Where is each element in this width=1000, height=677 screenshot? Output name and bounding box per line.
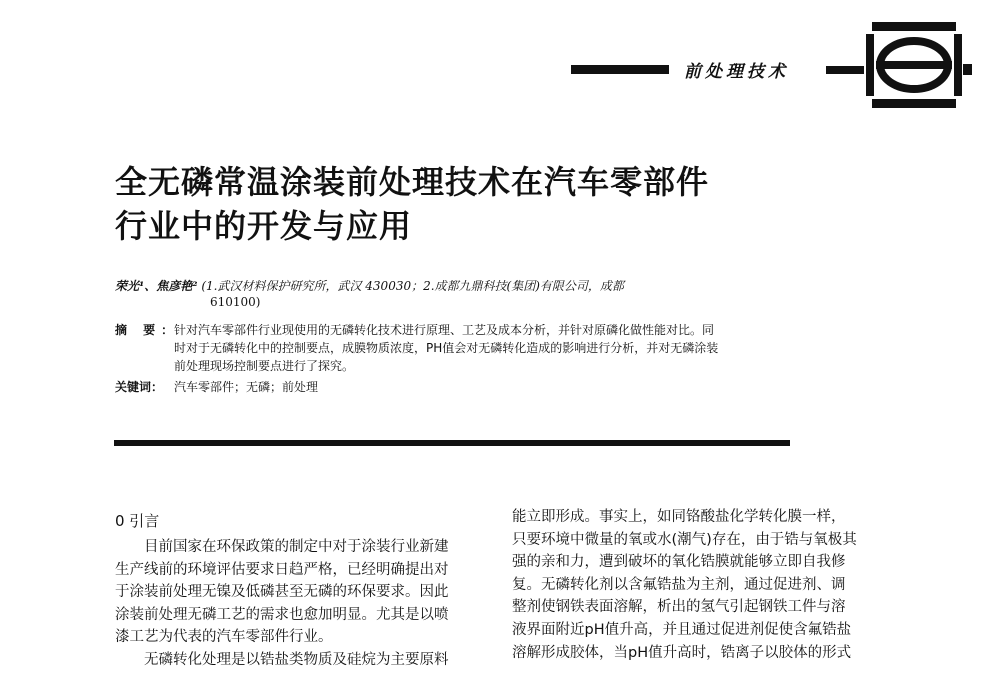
paragraph-line: 强的亲和力，遭到破坏的氧化锆膜就能够立即自我修 — [512, 554, 846, 571]
paragraph-line: 漆工艺为代表的汽车零部件行业。 — [115, 629, 333, 646]
abstract-label: 摘 要： — [115, 323, 180, 337]
paragraph-line: 能立即形成。事实上，如同铬酸盐化学转化膜一样， — [512, 509, 846, 525]
section-heading: 0 引言 — [115, 512, 160, 530]
paragraph-line: 无磷转化处理是以锆盐类物质及硅烷为主要原料 — [115, 651, 449, 668]
paragraph-line: 整剂使钢铁表面溶解，析出的氢气引起钢铁工件与溶 — [512, 599, 846, 616]
abstract-line: 针对汽车零部件行业现使用的无磷转化技术进行原理、工艺及成本分析，并针对原磷化做性能对比。同 — [174, 323, 715, 337]
paragraph-line: 生产线前的环境评估要求日趋严格，已经明确提出对 — [115, 561, 449, 578]
keywords-text: 汽车零部件；无磷；前处理 — [174, 380, 319, 394]
paragraph-line: 溶解形成胶体，当pH值升高时，锆离子以胶体的形式 — [512, 644, 852, 661]
header-dot — [963, 64, 972, 75]
author-names: 荣光¹、焦彦艳² — [115, 279, 198, 293]
paragraph-line: 液界面附近pH值升高，并且通过促进剂促使含氟锆盐 — [512, 621, 852, 638]
section-label: 前处理技术 — [684, 62, 789, 82]
header-rule-left — [571, 65, 669, 74]
title-line: 行业中的开发与应用 — [115, 207, 413, 245]
affiliation-line: (1.武汉材料保护研究所，武汉 430030；2.成都九鼎科技(集团)有限公司，成都 — [201, 279, 624, 293]
authors-line — [115, 277, 624, 295]
right-column — [512, 506, 857, 664]
journal-logo-icon — [866, 22, 962, 108]
keywords-label: 关键词： — [115, 380, 164, 394]
paragraph-line: 于涂装前处理无镍及低磷甚至无磷的环保要求。因此 — [115, 584, 449, 601]
abstract-line: 前处理现场控制要点进行了探究。 — [174, 359, 355, 373]
paragraph-line: 涂装前处理无磷工艺的需求也愈加明显。尤其是以喷 — [115, 606, 449, 623]
abstract-text — [174, 321, 718, 375]
paragraph-line: 只要环境中微量的氧或水(潮气)存在，由于锆与氧极其 — [512, 531, 857, 548]
header-rule-right — [826, 66, 864, 74]
divider-rule — [114, 440, 790, 446]
abstract-line: 时对于无磷转化中的控制要点，成膜物质浓度，PH值会对无磷转化造成的影响进行分析，并对无磷涂装 — [174, 341, 719, 355]
title-line: 全无磷常温涂装前处理技术在汽车零部件 — [115, 163, 710, 201]
paragraph-line: 复。无磷转化剂以含氟锆盐为主剂，通过促进剂、调 — [512, 576, 846, 593]
article-title — [115, 160, 815, 248]
affiliation-line-2: 610100) — [210, 295, 261, 309]
left-column — [115, 536, 449, 672]
paragraph-line: 目前国家在环保政策的制定中对于涂装行业新建 — [115, 539, 449, 555]
